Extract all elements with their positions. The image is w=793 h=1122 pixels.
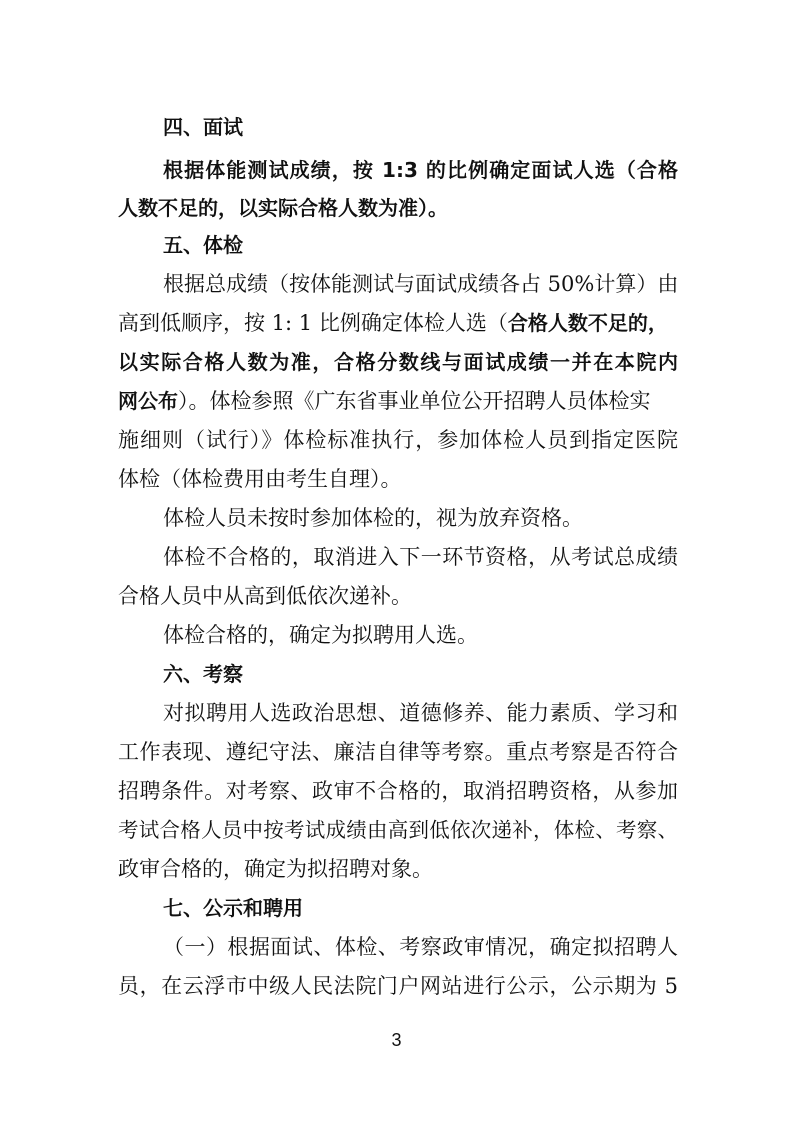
text-segment: ）。体检参照《广东省事业单位公开招聘人员体检实: [178, 389, 651, 413]
section-heading-publicity-hiring: 七、公示和聘用: [163, 896, 303, 920]
section-heading-physical-exam: 五、体检: [163, 233, 243, 257]
page-number: 3: [391, 1030, 402, 1050]
section-heading-interview: 四、面试: [163, 115, 243, 139]
paragraph-line: [118, 389, 678, 413]
paragraph-line: 以实际合格人数为准，合格分数线与面试成绩一并在本院内: [118, 350, 678, 374]
paragraph-line: 根据总成绩（按体能测试与面试成绩各占 50%计算）由: [163, 272, 679, 296]
paragraph-line: 员，在云浮市中级人民法院门户网站进行公示，公示期为 5: [118, 974, 678, 998]
paragraph-line: 体检人员未按时参加体检的，视为放弃资格。: [163, 506, 583, 530]
paragraph-line: [118, 311, 678, 335]
paragraph-line: 招聘条件。对考察、政审不合格的，取消招聘资格，从参加: [118, 779, 678, 803]
paragraph-line: 体检不合格的，取消进入下一环节资格，从考试总成绩: [163, 545, 678, 569]
paragraph-line: （一）根据面试、体检、考察政审情况，确定拟招聘人: [163, 935, 678, 959]
bold-text-segment: 网公布: [118, 389, 178, 413]
paragraph-line: 合格人员中从高到低依次递补。: [118, 584, 412, 608]
paragraph-line: 政审合格的，确定为拟招聘对象。: [118, 857, 433, 881]
text-segment: 高到低顺序，按 1: 1 比例确定体检人选（: [118, 311, 508, 335]
paragraph-line: 施细则（试行）》体检标准执行，参加体检人员到指定医院: [118, 428, 678, 452]
bold-text-segment: 合格人数不足的，: [507, 311, 668, 335]
paragraph-line: 工作表现、遵纪守法、廉洁自律等考察。重点考察是否符合: [118, 740, 678, 764]
section-heading-inspection: 六、考察: [163, 662, 243, 686]
paragraph-line: 根据体能测试成绩，按 1:3 的比例确定面试人选（合格: [163, 158, 678, 182]
paragraph-line: 体检合格的，确定为拟聘用人选。: [163, 623, 478, 647]
paragraph-line: 对拟聘用人选政治思想、道德修养、能力素质、学习和: [163, 701, 678, 725]
paragraph-line: 考试合格人员中按考试成绩由高到低依次递补，体检、考察、: [118, 818, 678, 842]
paragraph-line: 体检（体检费用由考生自理）。: [118, 467, 402, 491]
paragraph-line: 人数不足的，以实际合格人数为准）。: [118, 196, 448, 220]
